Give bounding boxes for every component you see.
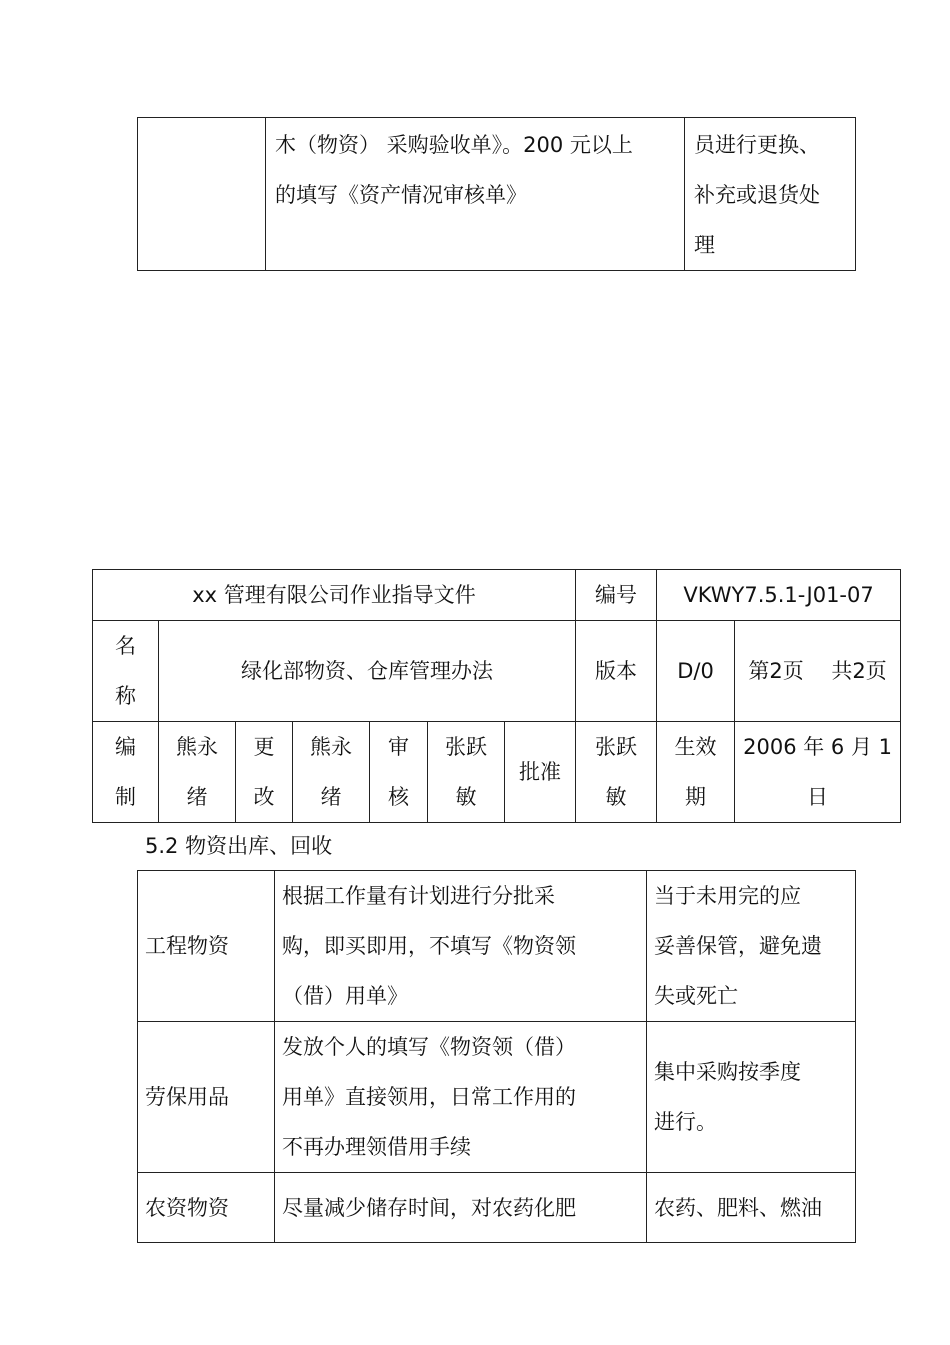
header-row-title xyxy=(93,570,901,621)
continuation-method-cell xyxy=(266,118,685,271)
category-cell: 劳保用品 xyxy=(138,1022,275,1173)
name-label-line: 名 xyxy=(115,634,136,658)
revised-by-line: 绪 xyxy=(320,785,342,809)
method-cell xyxy=(275,1022,647,1173)
doc-title: xx 管理有限公司作业指导文件 xyxy=(93,570,576,621)
note-line: 进行。 xyxy=(654,1110,717,1134)
header-row-name xyxy=(93,621,901,722)
compiled-label xyxy=(93,722,159,823)
code-value: VKWY7.5.1-J01-07 xyxy=(657,570,901,621)
approved-label: 批准 xyxy=(505,722,576,823)
continuation-note-line: 理 xyxy=(694,233,715,257)
reviewed-label-line: 核 xyxy=(388,785,409,809)
section-heading: 5.2 物资出库、回收 xyxy=(145,834,333,858)
compiled-by-line: 熊永 xyxy=(176,735,218,759)
effective-date-line: 日 xyxy=(807,785,829,809)
effective-date-line: 2006 年 6 月 1 xyxy=(743,735,892,759)
effective-label-line: 生效 xyxy=(674,735,717,759)
approved-by-line: 敏 xyxy=(605,785,627,809)
revised-by-line: 熊永 xyxy=(310,735,352,759)
table-row xyxy=(138,1022,856,1173)
continuation-note-line: 补充或退货处 xyxy=(694,183,820,207)
note-line: 妥善保管，避免遗 xyxy=(654,934,822,958)
method-line: （借）用单》 xyxy=(282,984,408,1008)
note-line: 集中采购按季度 xyxy=(654,1060,801,1084)
compiled-by xyxy=(159,722,236,823)
name-value: 绿化部物资、仓库管理办法 xyxy=(159,621,576,722)
category-cell: 工程物资 xyxy=(138,871,275,1022)
reviewed-by-line: 敏 xyxy=(455,785,477,809)
header-row-signoff xyxy=(93,722,901,823)
table-row xyxy=(138,871,856,1022)
name-label xyxy=(93,621,159,722)
note-line: 失或死亡 xyxy=(654,984,738,1008)
note-line: 农药、肥料、燃油 xyxy=(654,1196,822,1220)
code-label: 编号 xyxy=(576,570,657,621)
revised-label-line: 改 xyxy=(253,785,275,809)
document-header-table xyxy=(92,569,901,823)
version-label: 版本 xyxy=(576,621,657,722)
approved-by xyxy=(576,722,657,823)
continuation-category-cell xyxy=(138,118,266,271)
method-line: 不再办理领借用手续 xyxy=(282,1135,471,1159)
note-cell xyxy=(647,1022,856,1173)
effective-date xyxy=(735,722,901,823)
method-line: 购，即买即用，不填写《物资领 xyxy=(282,934,576,958)
note-cell xyxy=(647,871,856,1022)
continuation-row xyxy=(138,118,856,271)
version-value: D/0 xyxy=(657,621,735,722)
materials-table xyxy=(137,870,856,1243)
page-info: 第2页 共2页 xyxy=(735,621,901,722)
method-cell xyxy=(275,871,647,1022)
method-cell xyxy=(275,1173,647,1243)
method-line: 发放个人的填写《物资领（借） xyxy=(282,1035,576,1059)
revised-label xyxy=(236,722,293,823)
continuation-method-line: 木（物资） 采购验收单》。200 元以上 xyxy=(275,133,633,157)
continuation-note-line: 员进行更换、 xyxy=(694,133,820,157)
compiled-label-line: 编 xyxy=(115,735,136,759)
method-line: 根据工作量有计划进行分批采 xyxy=(282,884,555,908)
continuation-method-line: 的填写《资产情况审核单》 xyxy=(275,183,527,207)
revised-label-line: 更 xyxy=(253,735,275,759)
table-row xyxy=(138,1173,856,1243)
category-cell: 农资物资 xyxy=(138,1173,275,1243)
effective-label-line: 期 xyxy=(685,785,707,809)
method-line: 尽量减少储存时间，对农药化肥 xyxy=(282,1196,576,1220)
note-line: 当于未用完的应 xyxy=(654,884,801,908)
effective-label xyxy=(657,722,735,823)
compiled-by-line: 绪 xyxy=(186,785,208,809)
reviewed-label-line: 审 xyxy=(388,735,409,759)
reviewed-by-line: 张跃 xyxy=(445,735,487,759)
approved-by-line: 张跃 xyxy=(595,735,638,759)
compiled-label-line: 制 xyxy=(115,785,136,809)
reviewed-label xyxy=(370,722,428,823)
continuation-table xyxy=(137,117,856,271)
note-cell xyxy=(647,1173,856,1243)
revised-by xyxy=(293,722,370,823)
continuation-note-cell xyxy=(685,118,856,271)
method-line: 用单》直接领用，日常工作用的 xyxy=(282,1085,576,1109)
reviewed-by xyxy=(428,722,505,823)
name-label-line: 称 xyxy=(115,684,136,708)
